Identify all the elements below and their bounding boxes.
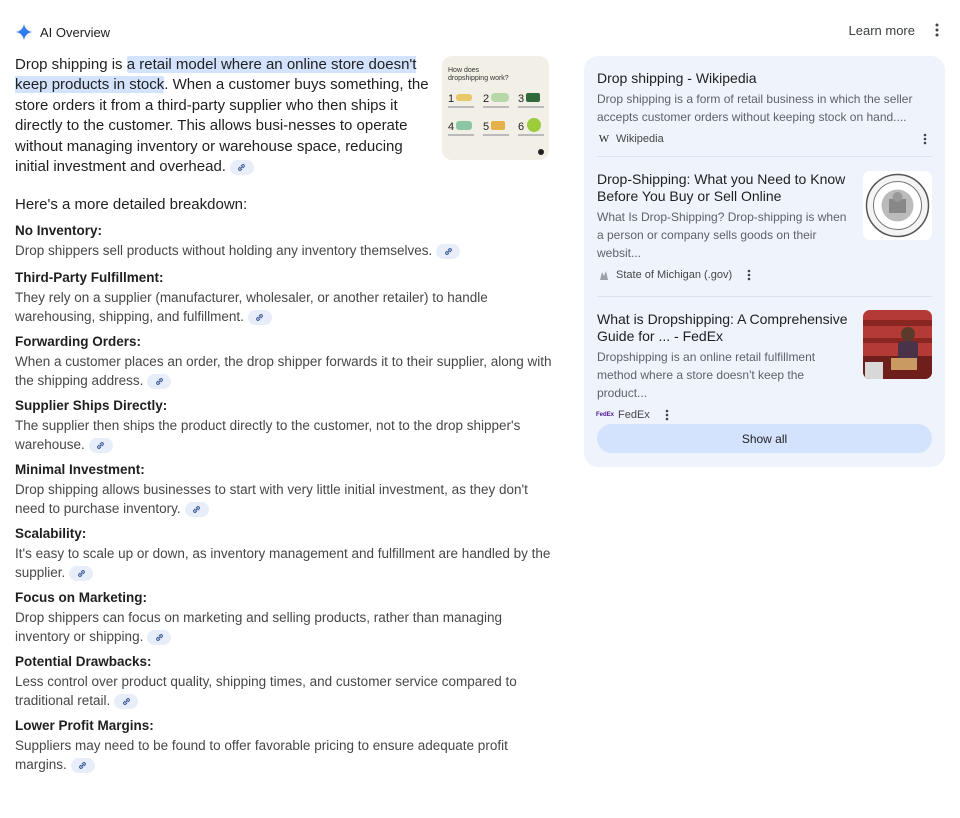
source-card-fedex[interactable] [597, 297, 932, 438]
list-item [15, 333, 555, 390]
item-title: Supplier Ships Directly: [15, 398, 168, 414]
citation-link-icon[interactable] [114, 694, 138, 709]
citation-link-icon[interactable] [89, 438, 113, 453]
citation-link-icon[interactable] [147, 630, 171, 645]
svg-text:1: 1 [448, 93, 455, 105]
fedex-favicon: FedEx [596, 412, 615, 418]
highlighted-definition[interactable]: a retail model where an online store doesn't keep products in stock [15, 56, 417, 94]
source-meta [597, 408, 932, 422]
sources-panel [584, 56, 945, 467]
source-more-options-icon[interactable] [742, 268, 756, 282]
item-title: Minimal Investment: [15, 462, 145, 478]
list-item [15, 222, 555, 260]
source-snippet: Dropshipping is an online retail fulfillment method where a store doesn't keep the product... [597, 350, 816, 400]
ai-overview-answer [15, 55, 555, 774]
source-site-name: FedEx [618, 409, 650, 421]
thumb-title-line1: How does [448, 67, 480, 74]
item-text: Drop shippers sell products without holding any inventory themselves. [15, 241, 555, 260]
item-title: Scalability: [15, 526, 87, 542]
warehouse-worker-image [863, 310, 932, 379]
intro-text-end: . When a customer buys something, the store orders it from a third-party supplier who then ships it directly to the customer. This allows busi-nesses to operate without managing inventory or warehouse space, reducing initial investment and overhead. [15, 76, 429, 176]
breakdown-list [15, 222, 555, 774]
header-actions [849, 22, 945, 38]
item-title: No Inventory: [15, 223, 103, 239]
list-item [15, 653, 555, 710]
item-text: It's easy to scale up or down, as inventory management and fulfillment are handled by the supplier. [15, 546, 551, 581]
list-item [15, 397, 555, 454]
list-item [15, 589, 555, 646]
citation-link-icon[interactable] [436, 244, 460, 259]
list-item [15, 717, 555, 774]
source-title[interactable]: What is Dropshipping: A Comprehensive Guide for ... - FedEx [597, 311, 848, 344]
source-snippet: Drop shipping is a form of retail business in which the seller accepts customer orders without keeping stock on hand.... [597, 92, 913, 124]
ai-overview-title: AI Overview [40, 24, 111, 40]
source-title[interactable]: Drop-Shipping: What you Need to Know Before You Buy or Sell Online [597, 171, 846, 204]
ai-overview-header [15, 22, 945, 42]
svg-text:3: 3 [518, 93, 525, 105]
wikipedia-favicon: W [598, 133, 610, 145]
item-text: Less control over product quality, shipping times, and customer service compared to traditional retail. [15, 674, 517, 709]
item-text: Suppliers may need to be found to offer favorable pricing to ensure adequate profit margins. [15, 738, 508, 773]
thumb-title-line2: dropshipping work? [448, 75, 509, 82]
source-more-options-icon[interactable] [660, 408, 674, 422]
citation-link-icon[interactable] [147, 374, 171, 389]
show-all-button[interactable]: Show all [597, 424, 932, 453]
list-item [15, 461, 555, 518]
item-text: Drop shippers can focus on marketing and selling products, rather than managing inventory or shipping. [15, 610, 503, 645]
breakdown-heading: Here's a more detailed breakdown: [15, 196, 248, 214]
svg-text:4: 4 [448, 121, 455, 133]
source-snippet: What Is Drop-Shipping? Drop-shipping is when a person or company sells goods on their websit... [597, 210, 847, 260]
item-text: Drop shipping allows businesses to start with very little initial investment, as they don't need to purchase inventory. [15, 482, 528, 517]
source-meta [597, 268, 932, 282]
michigan-attorney-general-seal-image [863, 171, 932, 240]
source-title[interactable]: Drop shipping - Wikipedia [597, 70, 757, 86]
list-item [15, 525, 555, 582]
intro-paragraph [15, 55, 435, 177]
learn-more-link[interactable]: Learn more [848, 22, 915, 38]
source-site-name: State of Michigan (.gov) [616, 269, 733, 281]
citation-link-icon[interactable] [185, 502, 209, 517]
source-card-wikipedia[interactable] [597, 56, 932, 157]
citation-link-icon[interactable] [69, 566, 93, 581]
list-item [15, 269, 555, 326]
gemini-spark-icon [15, 23, 33, 41]
more-options-icon[interactable] [929, 22, 945, 38]
item-text: When a customer places an order, the drop shipper forwards it to their supplier, along with the shipping address. [15, 354, 552, 389]
source-more-options-icon[interactable] [918, 132, 932, 146]
dropshipping-infographic-thumbnail[interactable] [442, 56, 549, 160]
svg-text:6: 6 [518, 121, 525, 133]
item-title: Forwarding Orders: [15, 334, 142, 350]
citation-link-icon[interactable] [230, 160, 254, 175]
citation-link-icon[interactable] [248, 310, 272, 325]
item-title: Third-Party Fulfillment: [15, 270, 164, 286]
source-card-michigan[interactable] [597, 157, 932, 297]
source-site-name: Wikipedia [616, 133, 664, 145]
svg-text:5: 5 [483, 121, 490, 133]
item-text: The supplier then ships the product directly to the customer, not to the drop shipper's warehouse. [15, 418, 521, 453]
item-text: They rely on a supplier (manufacturer, wholesaler, or another retailer) to handle warehousing, shipping, and fulfillment. [15, 290, 488, 325]
item-title: Potential Drawbacks: [15, 654, 152, 670]
intro-text-start: Drop shipping is [15, 56, 127, 73]
item-title: Lower Profit Margins: [15, 718, 154, 734]
michigan-favicon [597, 268, 611, 282]
citation-link-icon[interactable] [71, 758, 95, 773]
source-meta [597, 132, 932, 146]
item-title: Focus on Marketing: [15, 590, 148, 606]
svg-text:2: 2 [483, 93, 490, 105]
